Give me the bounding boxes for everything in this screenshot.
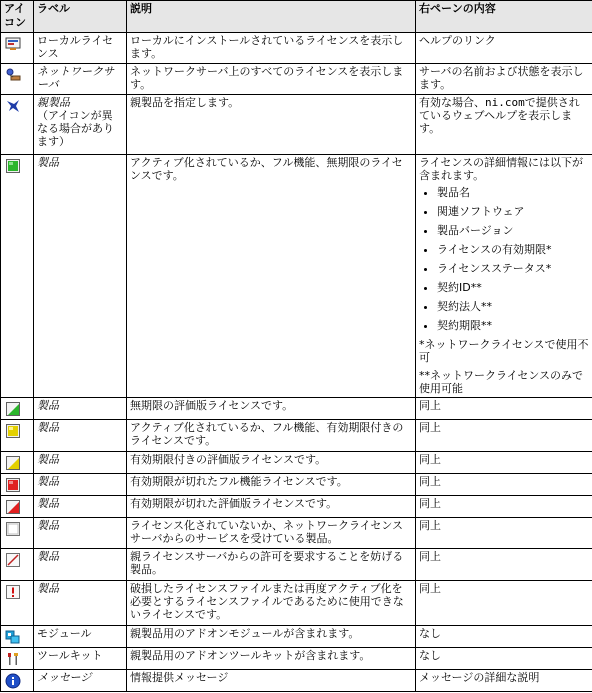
row-label: 親製品 bbox=[37, 96, 70, 109]
row-description: 親製品用のアドオンモジュールが含まれます。 bbox=[127, 626, 416, 648]
row-description: 破損したライセンスファイルまたは再度アクティブ化を必要とするライセンスファイルであるために使用できないライセンスです。 bbox=[127, 581, 416, 626]
row-label: 製品 bbox=[34, 581, 127, 626]
active-expiring-license-icon bbox=[5, 423, 31, 439]
table-row bbox=[1, 670, 592, 692]
table-row bbox=[1, 474, 592, 496]
row-right-pane: 同上 bbox=[416, 474, 592, 496]
note-network-only: **ネットワークライセンスのみで使用可能 bbox=[419, 369, 584, 395]
row-right-pane: 同上 bbox=[416, 398, 592, 420]
row-label: ツールキット bbox=[34, 648, 127, 670]
table-row bbox=[1, 518, 592, 549]
row-description: 親製品用のアドオンツールキットが含まれます。 bbox=[127, 648, 416, 670]
right-pane-suffix: で提供されているウェブヘルプを表示します。 bbox=[419, 96, 580, 135]
row-description: ローカルにインストールされているライセンスを表示します。 bbox=[127, 33, 416, 64]
row-right-pane: 同上 bbox=[416, 496, 592, 518]
details-list bbox=[419, 186, 589, 332]
row-label: モジュール bbox=[34, 626, 127, 648]
row-label: 製品 bbox=[34, 549, 127, 581]
list-item: • 関連ソフトウェア bbox=[437, 205, 589, 218]
row-right-pane: なし bbox=[416, 626, 592, 648]
active-full-license-icon bbox=[5, 158, 31, 174]
row-right-pane: 同上 bbox=[416, 518, 592, 549]
list-item: • ライセンスの有効期限* bbox=[437, 243, 589, 256]
row-right-pane: 同上 bbox=[416, 420, 592, 452]
row-label: メッセージ bbox=[34, 670, 127, 692]
row-label: ネットワークサーバ bbox=[34, 64, 127, 95]
table-row bbox=[1, 626, 592, 648]
right-pane-prefix: 有効な場合、 bbox=[419, 96, 485, 109]
row-description: アクティブ化されているか、フル機能、有効期限付きのライセンスです。 bbox=[127, 420, 416, 452]
header-icon: アイコン bbox=[1, 1, 34, 33]
row-description: 有効期限付きの評価版ライセンスです。 bbox=[127, 452, 416, 474]
table-row bbox=[1, 452, 592, 474]
row-description: 情報提供メッセージ bbox=[127, 670, 416, 692]
row-right-pane: 同上 bbox=[416, 452, 592, 474]
ni-link[interactable]: ni.com bbox=[485, 96, 525, 109]
list-item: • 契約法人** bbox=[437, 300, 589, 313]
permission-blocked-icon bbox=[5, 552, 31, 568]
row-description: アクティブ化されているか、フル機能、無期限のライセンスです。 bbox=[127, 155, 416, 398]
row-right-pane: 同上 bbox=[416, 581, 592, 626]
table-header-row bbox=[1, 1, 592, 33]
row-right-pane: なし bbox=[416, 648, 592, 670]
table-row bbox=[1, 549, 592, 581]
info-message-icon bbox=[5, 673, 31, 689]
table-row bbox=[1, 155, 592, 398]
row-right-pane: サーバの名前および状態を表示します。 bbox=[416, 64, 592, 95]
row-right-pane: ヘルプのリンク bbox=[416, 33, 592, 64]
network-server-icon bbox=[5, 67, 31, 83]
table-row bbox=[1, 33, 592, 64]
expired-full-license-icon bbox=[5, 477, 31, 493]
row-description: 親製品を指定します。 bbox=[127, 95, 416, 155]
row-description: 有効期限が切れた評価版ライセンスです。 bbox=[127, 496, 416, 518]
row-label-note: （アイコンが異なる場合があります） bbox=[37, 109, 114, 148]
table-row bbox=[1, 496, 592, 518]
row-description: 無期限の評価版ライセンスです。 bbox=[127, 398, 416, 420]
corrupt-license-icon bbox=[5, 584, 31, 600]
table-row bbox=[1, 420, 592, 452]
row-label: 製品 bbox=[34, 155, 127, 398]
list-item: • 製品バージョン bbox=[437, 224, 589, 237]
perpetual-evaluation-icon bbox=[5, 401, 31, 417]
expiring-evaluation-icon bbox=[5, 455, 31, 471]
row-label: 製品 bbox=[34, 496, 127, 518]
row-right-pane: 同上 bbox=[416, 549, 592, 581]
header-label: ラベル bbox=[34, 1, 127, 33]
list-item: • 契約ID** bbox=[437, 281, 589, 294]
row-label: 製品 bbox=[34, 420, 127, 452]
row-label: ローカルライセンス bbox=[34, 33, 127, 64]
list-item: • ライセンスステータス* bbox=[437, 262, 589, 275]
list-item: • 製品名 bbox=[437, 186, 589, 199]
row-label: 製品 bbox=[34, 474, 127, 496]
module-icon bbox=[5, 629, 31, 645]
row-label: 製品 bbox=[34, 452, 127, 474]
table-row bbox=[1, 64, 592, 95]
table-row bbox=[1, 648, 592, 670]
details-intro: ライセンスの詳細情報には以下が含まれます。 bbox=[419, 156, 584, 182]
table-row bbox=[1, 398, 592, 420]
toolkit-icon bbox=[5, 651, 31, 667]
row-description: 親ライセンスサーバからの許可を要求することを妨げる製品。 bbox=[127, 549, 416, 581]
table-row bbox=[1, 95, 592, 155]
row-label: 製品 bbox=[34, 398, 127, 420]
list-item: • 契約期限** bbox=[437, 319, 589, 332]
local-licenses-icon bbox=[5, 36, 31, 52]
header-description: 説明 bbox=[127, 1, 416, 33]
row-description: ライセンス化されていないか、ネットワークライセンスサーバからのサービスを受けている製品。 bbox=[127, 518, 416, 549]
row-label: 製品 bbox=[34, 518, 127, 549]
table-row bbox=[1, 581, 592, 626]
parent-product-icon bbox=[5, 98, 31, 114]
row-right-pane: メッセージの詳細な説明 bbox=[416, 670, 592, 692]
note-not-network: *ネットワークライセンスで使用不可 bbox=[419, 338, 589, 364]
unlicensed-icon bbox=[5, 521, 31, 537]
row-description: 有効期限が切れたフル機能ライセンスです。 bbox=[127, 474, 416, 496]
row-description: ネットワークサーバ上のすべてのライセンスを表示します。 bbox=[127, 64, 416, 95]
header-right-pane: 右ペーンの内容 bbox=[416, 1, 592, 33]
expired-evaluation-icon bbox=[5, 499, 31, 515]
